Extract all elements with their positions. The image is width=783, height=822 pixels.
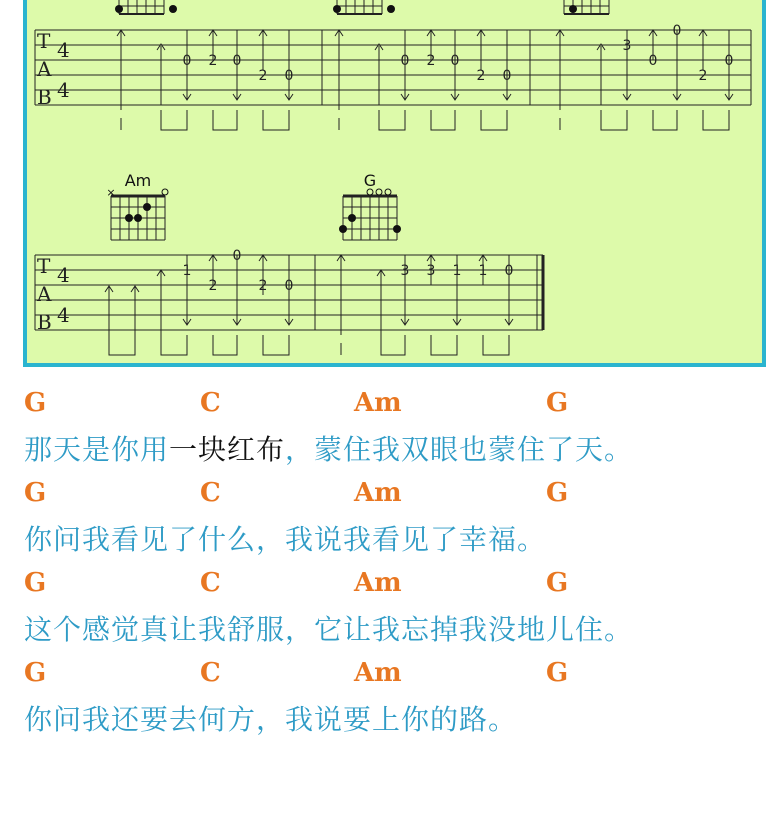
chord-label: Am — [354, 388, 402, 418]
svg-text:2: 2 — [208, 53, 218, 69]
lyric-text: 那天是你用 — [24, 433, 170, 466]
lyric-line-1 — [24, 428, 633, 468]
tab-clef-a: A — [37, 57, 52, 81]
svg-text:0: 0 — [672, 23, 682, 39]
svg-text:0: 0 — [400, 53, 410, 69]
open-string-marks — [162, 189, 391, 195]
lyric-text: 你问我还要去何方，我说要上你的路。 — [24, 703, 518, 736]
chord-label: C — [200, 388, 221, 418]
lyric-text: 这个感觉真让我舒服，它让我忘掉我没地儿住。 — [24, 613, 634, 646]
lyric-line-3 — [24, 608, 633, 648]
svg-text:2: 2 — [208, 278, 218, 294]
chord-label: G — [24, 388, 47, 418]
time-sig-bottom: 4 — [57, 78, 70, 102]
chord-label: G — [24, 658, 47, 688]
svg-text:0: 0 — [504, 263, 514, 279]
time-sig-bottom-2: 4 — [57, 303, 70, 327]
chord-dots — [115, 5, 577, 233]
svg-text:2: 2 — [258, 68, 268, 84]
chord-diagram-1 — [119, 0, 164, 14]
chord-label: G — [546, 388, 569, 418]
chord-label: C — [200, 658, 221, 688]
svg-text:2: 2 — [476, 68, 486, 84]
svg-text:0: 0 — [284, 278, 294, 294]
chord-diagram-2 — [337, 0, 382, 14]
svg-text:0: 0 — [502, 68, 512, 84]
svg-text:3: 3 — [622, 38, 632, 54]
tab-staff-row-1 — [35, 30, 751, 105]
svg-text:2: 2 — [698, 68, 708, 84]
chord-label: C — [200, 568, 221, 598]
muted-string-mark: × — [106, 186, 116, 199]
guitar-tab-panel — [23, 0, 766, 367]
chord-label: G — [546, 658, 569, 688]
svg-text:0: 0 — [648, 53, 658, 69]
chord-name-g: G — [363, 171, 377, 190]
svg-text:0: 0 — [232, 53, 242, 69]
svg-text:3: 3 — [400, 263, 410, 279]
lyric-line-2 — [24, 518, 546, 558]
chord-label: G — [24, 478, 47, 508]
chord-label: C — [200, 478, 221, 508]
rhythm-row-1 — [121, 110, 729, 130]
time-sig-top-2: 4 — [57, 263, 70, 287]
svg-text:0: 0 — [182, 53, 192, 69]
chord-name-am: Am — [124, 171, 152, 190]
chord-label: G — [546, 568, 569, 598]
chord-label: G — [24, 568, 47, 598]
tab-clef-t: T — [37, 29, 51, 53]
lyric-highlight: 一块红布 — [169, 433, 286, 466]
tab-clef-a-2: A — [37, 282, 52, 306]
svg-text:1: 1 — [182, 263, 192, 279]
time-sig-top: 4 — [57, 38, 70, 62]
svg-text:0: 0 — [284, 68, 294, 84]
tab-clef-b: B — [37, 85, 52, 109]
lyric-line-4 — [24, 698, 517, 738]
lyric-text: 你问我看见了什么，我说我看见了幸福。 — [24, 523, 547, 556]
svg-text:2: 2 — [426, 53, 436, 69]
tab-clef-b-2: B — [37, 310, 52, 334]
svg-text:3: 3 — [426, 263, 436, 279]
chord-label: Am — [354, 568, 402, 598]
svg-text:0: 0 — [724, 53, 734, 69]
lyric-text: ，蒙住我双眼也蒙住了天。 — [285, 433, 634, 466]
strum-arrows-row-1 — [117, 30, 733, 110]
tab-clef-t-2: T — [37, 254, 51, 278]
svg-text:1: 1 — [452, 263, 462, 279]
svg-text:0: 0 — [232, 248, 242, 264]
tab-notation — [27, 0, 762, 363]
svg-text:0: 0 — [450, 53, 460, 69]
svg-text:1: 1 — [478, 263, 488, 279]
chord-label: Am — [354, 478, 402, 508]
svg-text:2: 2 — [258, 278, 268, 294]
chord-label: G — [546, 478, 569, 508]
chord-label: Am — [354, 658, 402, 688]
rhythm-row-2 — [109, 335, 509, 355]
